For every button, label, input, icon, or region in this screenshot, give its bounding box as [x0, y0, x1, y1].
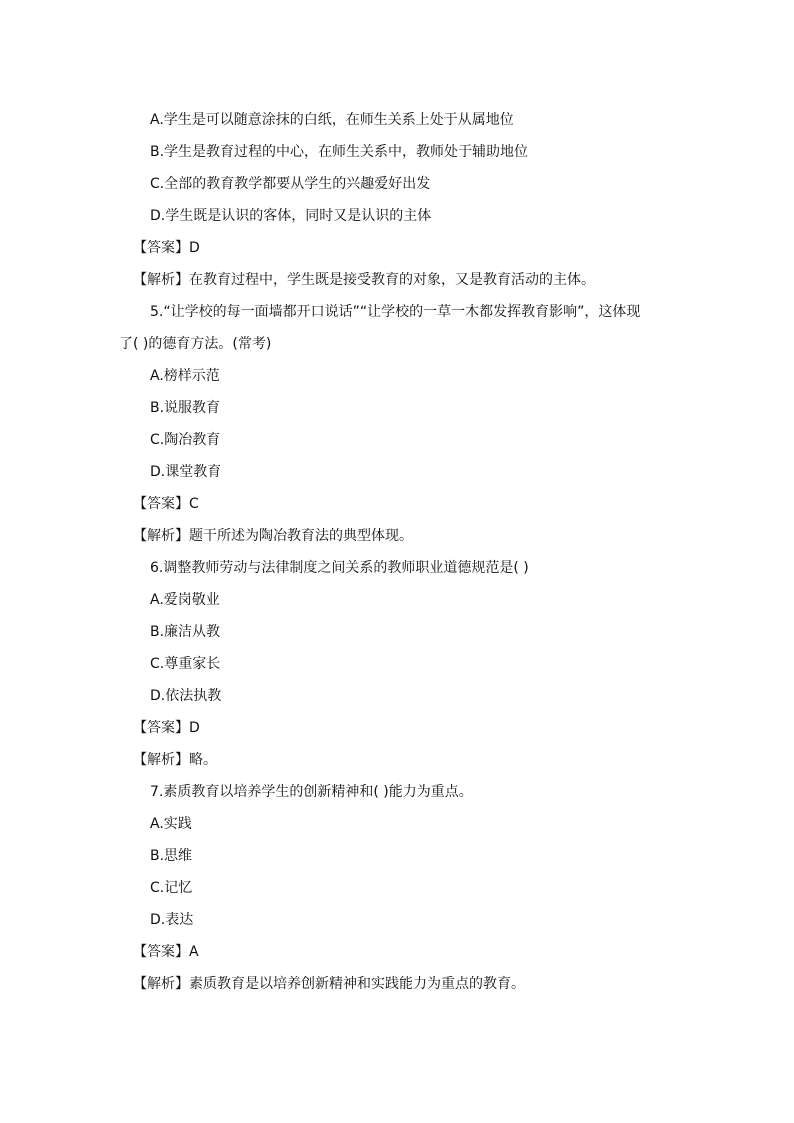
option-c-q5: C.陶冶教育 [150, 432, 221, 448]
option-a-q7: A.实践 [150, 816, 192, 832]
option-c-q7: C.记忆 [150, 880, 193, 896]
option-d-q4: D.学生既是认识的客体，同时又是认识的主体 [150, 208, 432, 224]
option-d-q7: D.表达 [150, 912, 194, 928]
option-b-q7: B.思维 [150, 848, 193, 864]
question-5-stem: 5.“让学校的每一面墙都开口说话”“让学校的一草一木都发挥教育影响”，这体现 [150, 304, 641, 320]
analysis-q6: 【解析】略。 [133, 752, 217, 768]
answer-q6: 【答案】D [133, 720, 200, 736]
option-b-q6: B.廉洁从教 [150, 624, 221, 640]
option-a-q4: A.学生是可以随意涂抹的白纸，在师生关系上处于从属地位 [150, 112, 514, 128]
option-a-q5: A.榜样示范 [150, 368, 220, 384]
option-c-q6: C.尊重家长 [150, 656, 221, 672]
option-a-q6: A.爱岗敬业 [150, 592, 220, 608]
analysis-q7: 【解析】素质教育是以培养创新精神和实践能力为重点的教育。 [133, 976, 525, 992]
question-7-stem: 7.素质教育以培养学生的创新精神和( )能力为重点。 [150, 784, 473, 800]
option-d-q6: D.依法执教 [150, 688, 222, 704]
analysis-q5: 【解析】题干所述为陶冶教育法的典型体现。 [133, 528, 413, 544]
answer-q5: 【答案】C [133, 496, 199, 512]
analysis-q4: 【解析】在教育过程中，学生既是接受教育的对象，又是教育活动的主体。 [133, 272, 595, 288]
question-6-stem: 6.调整教师劳动与法律制度之间关系的教师职业道德规范是( ) [150, 560, 529, 576]
option-b-q4: B.学生是教育过程的中心，在师生关系中，教师处于辅助地位 [150, 144, 529, 160]
option-d-q5: D.课堂教育 [150, 464, 222, 480]
option-b-q5: B.说服教育 [150, 400, 221, 416]
option-c-q4: C.全部的教育教学都要从学生的兴趣爱好出发 [150, 176, 431, 192]
answer-q4: 【答案】D [133, 240, 200, 256]
answer-q7: 【答案】A [133, 944, 199, 960]
question-5-stem-continued: 了( )的德育方法。(常考) [119, 336, 272, 352]
